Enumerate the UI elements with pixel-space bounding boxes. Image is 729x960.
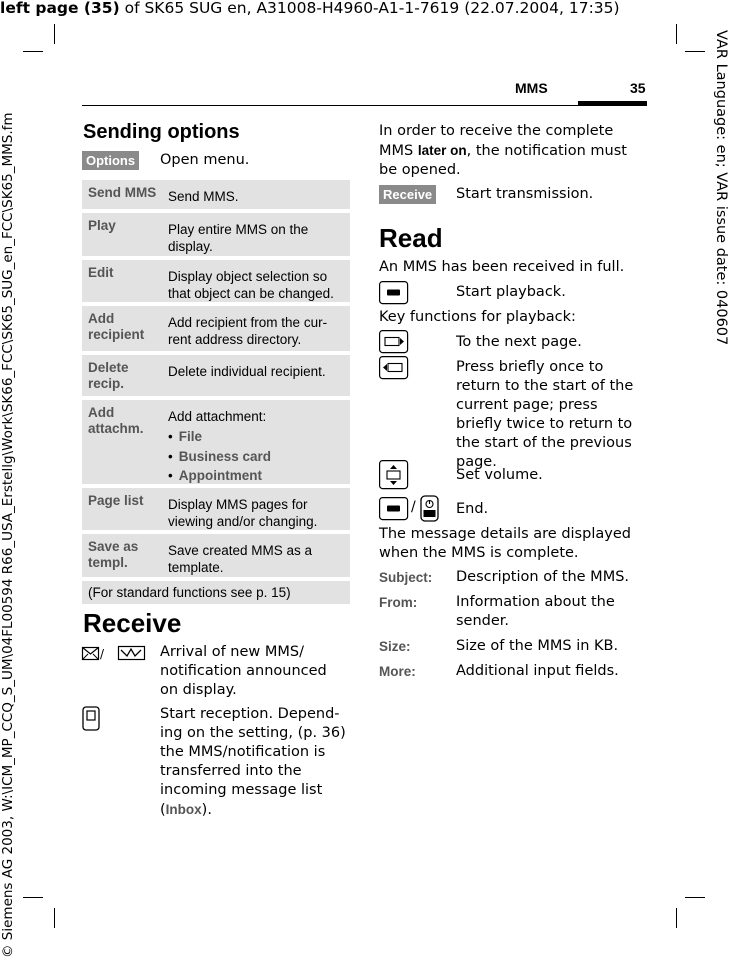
center-key-icon — [379, 497, 409, 525]
option-desc: Add attachment: — [168, 409, 267, 424]
option-desc: Add recipient from the cur-rent address directory. — [168, 315, 328, 347]
detail-label: From: — [379, 595, 418, 610]
reception-text — [160, 705, 352, 820]
option-desc: Display object selection so that object can be changed. — [168, 269, 334, 301]
receive-softkey: Receive — [379, 185, 436, 204]
set-volume-text: Set volume. — [456, 467, 543, 483]
crop-mark-bl-h — [23, 897, 43, 898]
option-row — [82, 260, 350, 302]
read-intro: An MMS has been received in full. — [379, 259, 625, 275]
option-desc-attachment — [168, 400, 350, 484]
call-key-icon — [82, 706, 102, 736]
end-text: End. — [456, 501, 489, 517]
notification-icon — [118, 645, 148, 666]
crop-mark-tr-h — [685, 51, 705, 52]
option-row — [82, 213, 350, 256]
document-header — [0, 0, 620, 17]
later-on-intro — [379, 122, 641, 180]
option-name: Play — [88, 218, 116, 233]
option-desc: Save created MMS as a template. — [168, 543, 313, 575]
read-heading: Read — [379, 223, 443, 253]
press-briefly-text: Press briefly once to return to the start of the current page; press briefly twice to return to the start of the previous page. — [456, 359, 634, 470]
option-row — [82, 355, 350, 396]
standard-functions-note: (For standard functions see p. 15) — [82, 581, 350, 604]
option-desc: Send MMS. — [168, 189, 239, 204]
running-head-marker — [578, 101, 647, 105]
slash-separator-icon: / — [411, 499, 416, 515]
reception-text-part2: ). — [201, 802, 212, 818]
side-margin-right-text: VAR Language: en; VAR issue date: 040607 — [713, 30, 729, 346]
attachment-list — [168, 427, 344, 486]
option-name: Save as templ. — [88, 539, 139, 570]
running-head-page-number: 35 — [630, 80, 646, 96]
crop-mark-bl-v — [54, 908, 55, 928]
intro-part1: In order to receive the complete MMS — [379, 123, 614, 159]
attachment-item: • Business card — [168, 447, 344, 467]
detail-desc: Additional input fields. — [456, 663, 619, 679]
header-title-rest: of SK65 SUG en, A31008-H4960-A1-1-7619 (22.07.2004, 17:35) — [119, 0, 620, 17]
option-name: Add attachm. — [88, 405, 144, 436]
svg-text:/: / — [100, 647, 105, 661]
option-row — [82, 400, 350, 484]
details-intro-text: The message details are displayed when the MMS is complete. — [379, 526, 631, 561]
attachment-item: • Appointment — [168, 466, 344, 486]
sending-options-table — [82, 180, 350, 604]
intro-part2: , the notification must be opened. — [379, 143, 627, 178]
option-row — [82, 534, 350, 577]
key-functions-text: Key functions for playback: — [379, 309, 576, 325]
option-name: Add recipient — [88, 311, 145, 342]
option-desc: Display MMS pages for viewing and/or changing. — [168, 497, 318, 529]
reception-text-part1: Start reception. Depend-ing on the setting, (p. 36) the MMS/notification is transferred into the incoming message list ( — [160, 706, 346, 818]
crop-mark-br-v — [676, 908, 677, 928]
option-name: Page list — [88, 493, 144, 508]
crop-mark-tl-v — [54, 24, 55, 44]
inbox-keyword: Inbox — [165, 802, 202, 817]
detail-label: More: — [379, 664, 416, 679]
navigate-left-icon — [379, 356, 409, 384]
volume-key-icon — [379, 460, 409, 494]
attachment-item: • File — [168, 427, 344, 447]
sending-options-heading: Sending options — [83, 121, 240, 143]
arrival-text: Arrival of new MMS/ notification announced on display. — [160, 644, 327, 698]
next-page-text: To the next page. — [456, 334, 582, 350]
center-key-icon — [379, 281, 409, 309]
crop-mark-tl-h — [23, 51, 43, 52]
detail-label: Size: — [379, 639, 411, 654]
options-softkey: Options — [82, 151, 139, 170]
running-head-section: MMS — [515, 80, 548, 96]
navigate-right-icon — [379, 330, 409, 358]
end-key-icon — [420, 495, 440, 527]
crop-mark-tr-v — [676, 24, 677, 44]
option-row — [82, 488, 350, 530]
options-softkey-desc: Open menu. — [160, 152, 250, 168]
later-on-keyword: later on — [417, 143, 467, 158]
envelope-icon — [82, 646, 112, 666]
detail-desc: Size of the MMS in KB. — [456, 638, 619, 654]
option-row — [82, 180, 350, 209]
option-row — [82, 306, 350, 351]
receive-softkey-desc: Start transmission. — [456, 186, 594, 202]
option-name: Edit — [88, 265, 114, 280]
crop-mark-br-h — [685, 897, 705, 898]
receive-heading: Receive — [83, 608, 182, 638]
running-head-rule — [82, 105, 647, 106]
header-title-bold: left page (35) — [0, 0, 120, 17]
option-desc: Play entire MMS on the display. — [168, 222, 309, 254]
detail-desc: Information about the sender. — [456, 594, 615, 629]
option-name: Send MMS — [88, 185, 157, 200]
option-desc: Delete individual recipient. — [168, 364, 326, 379]
start-playback-text: Start playback. — [456, 284, 566, 300]
option-name: Delete recip. — [88, 360, 129, 391]
side-margin-left: © Siemens AG 2003, W:\ICM_MP_CCQ_S_UM\04FL00594 R66_USA_Erstellg\Work\SK66_FCC\SK65_SUG_en_FCC\SK65_MMS.fm — [0, 112, 16, 958]
detail-label: Subject: — [379, 570, 433, 585]
detail-desc: Description of the MMS. — [456, 569, 630, 585]
